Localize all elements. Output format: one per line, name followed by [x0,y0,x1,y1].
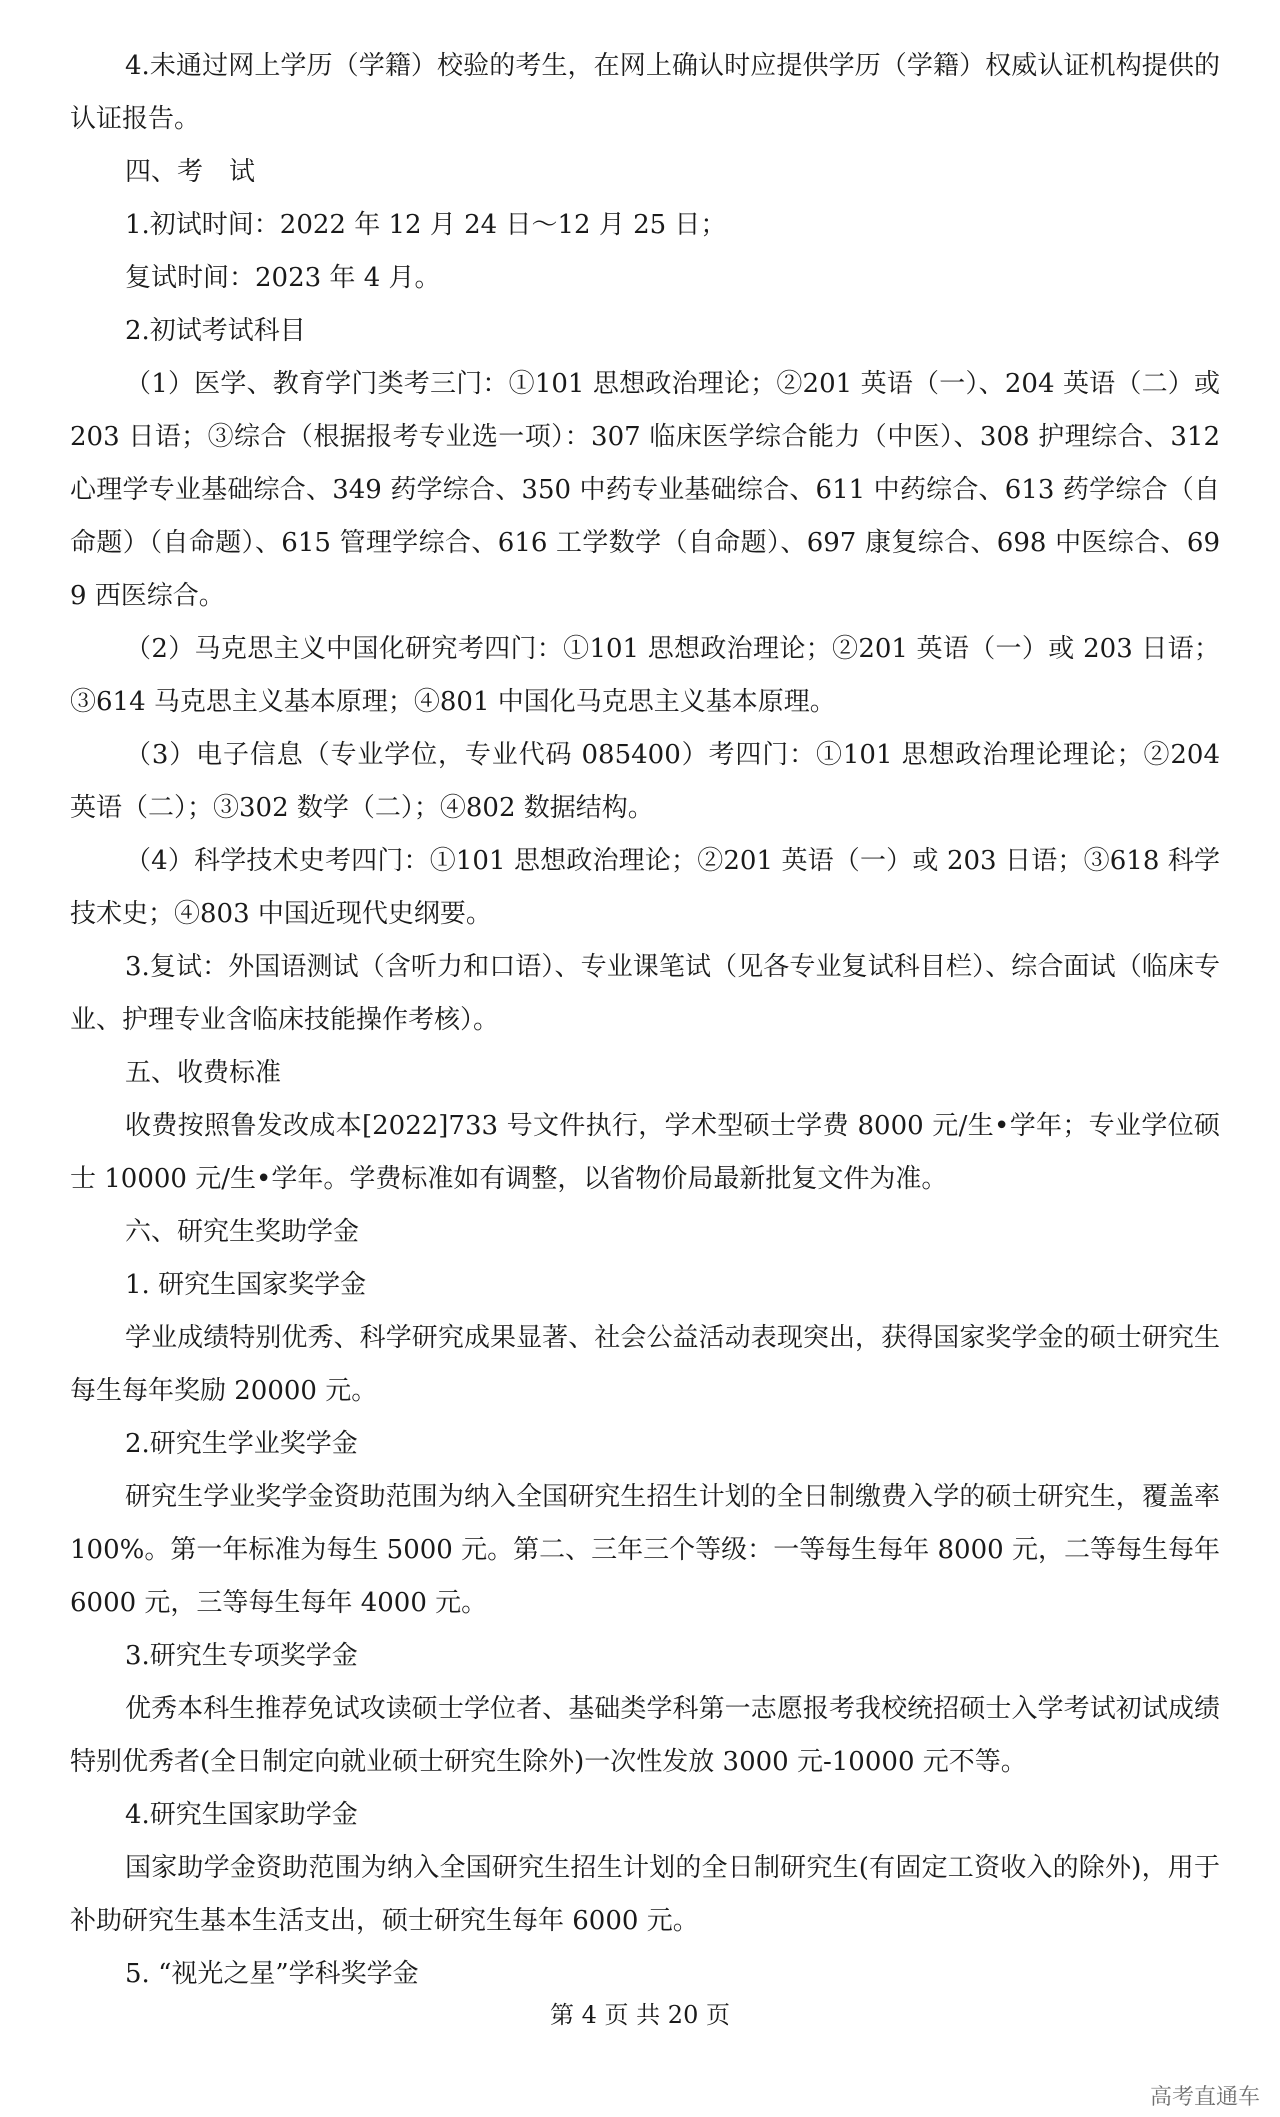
document-body [70,40,1220,2001]
paragraph-national-scholarship: 学业成绩特别优秀、科学研究成果显著、社会公益活动表现突出，获得国家奖学金的硕士研究生每生每年奖励 20000 元。 [70,1323,1220,1406]
paragraph-retest-time: 复试时间：2023 年 4 月。 [125,263,441,293]
paragraph-initial-exam-time: 1.初试时间：2022 年 12 月 24 日～12 月 25 日； [125,210,727,240]
paragraph-medicine-education-subjects: （1）医学、教育学门类考三门：①101 思想政治理论；②201 英语（一）、204 英语（二）或 203 日语；③综合（根据报考专业选一项）：307 临床医学综合能力（中医）、308 护理综合、312 心理学专业基础综合、349 药学综合、350 中药专业基础综合、611 中药综合、613 药学综合（自命题）（自命题）、615 管理学综合、616 工学数学（自命题）、697 康复综合、698 中医综合、699 西医综合。 [70,369,1220,611]
subheading-academic-scholarship: 2.研究生学业奖学金 [125,1429,358,1459]
subheading-national-scholarship: 1. 研究生国家奖学金 [125,1270,367,1300]
paragraph-retest-content: 3.复试：外国语测试（含听力和口语）、专业课笔试（见各专业复试科目栏）、综合面试（临床专业、护理专业含临床技能操作考核）。 [70,952,1220,1035]
subheading-star-scholarship: 5. “视光之星”学科奖学金 [125,1959,419,1989]
paragraph-special-scholarship: 优秀本科生推荐免试攻读硕士学位者、基础类学科第一志愿报考我校统招硕士入学考试初试成绩特别优秀者(全日制定向就业硕士研究生除外)一次性发放 3000 元-10000 元不等。 [70,1694,1220,1777]
paragraph-science-history-subjects: （4）科学技术史考四门：①101 思想政治理论；②201 英语（一）或 203 日语；③618 科学技术史；④803 中国近现代史纲要。 [70,846,1220,929]
paragraph-marxism-subjects: （2）马克思主义中国化研究考四门：①101 思想政治理论；②201 英语（一）或 203 日语；③614 马克思主义基本原理；④801 中国化马克思主义基本原理。 [70,634,1220,717]
section-heading-exam: 四、考 试 [125,157,256,187]
subheading-national-grant: 4.研究生国家助学金 [125,1800,358,1830]
watermark-text: 高考直通车 [1149,2085,1260,2110]
subheading-special-scholarship: 3.研究生专项奖学金 [125,1641,358,1671]
paragraph-electronic-info-subjects: （3）电子信息（专业学位，专业代码 085400）考四门：①101 思想政治理论理论；②204 英语（二）；③302 数学（二）；④802 数据结构。 [70,740,1220,823]
page-footer: 第 4 页 共 20 页 [550,2001,730,2029]
section-heading-scholarships: 六、研究生奖助学金 [125,1217,360,1247]
subheading-initial-subjects: 2.初试考试科目 [125,316,306,346]
paragraph-fee-standard: 收费按照鲁发改成本[2022]733 号文件执行，学术型硕士学费 8000 元/生•学年；专业学位硕士 10000 元/生•学年。学费标准如有调整，以省物价局最新批复文件为准。 [70,1111,1220,1194]
paragraph-academic-scholarship: 研究生学业奖学金资助范围为纳入全国研究生招生计划的全日制缴费入学的硕士研究生，覆盖率 100%。第一年标准为每生 5000 元。第二、三年三个等级：一等每生每年 8000 元，二等每生每年 6000 元，三等每生每年 4000 元。 [70,1482,1220,1618]
paragraph-credential-report: 4.未通过网上学历（学籍）校验的考生，在网上确认时应提供学历（学籍）权威认证机构提供的认证报告。 [70,51,1220,134]
paragraph-national-grant: 国家助学金资助范围为纳入全国研究生招生计划的全日制研究生(有固定工资收入的除外)，用于补助研究生基本生活支出，硕士研究生每年 6000 元。 [70,1853,1220,1936]
section-heading-fees: 五、收费标准 [125,1058,282,1088]
